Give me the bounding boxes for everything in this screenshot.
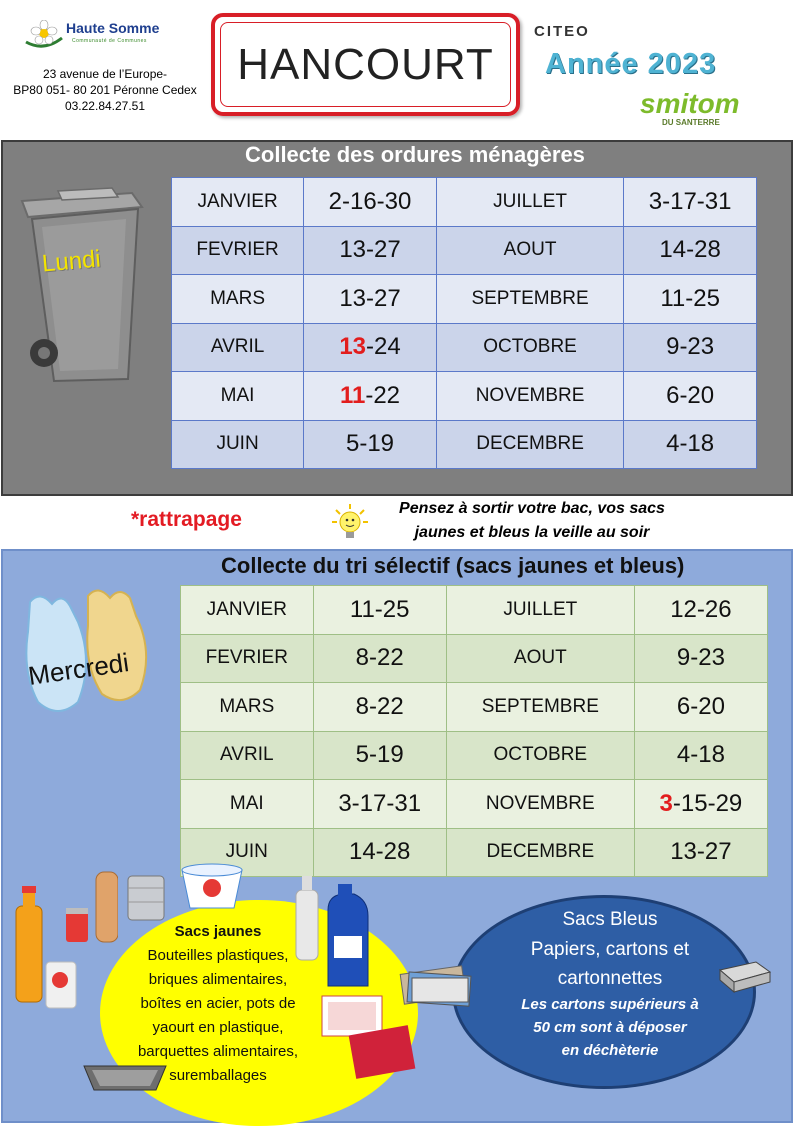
wheelie-bin-icon [14,183,154,383]
dates-cell [304,323,437,372]
dates-cell: 4-18 [634,731,767,780]
reminder-note [372,497,692,545]
yellow-bags-title: Sacs jaunes [174,923,262,940]
year-title: Année 2023 [545,48,717,80]
yellow-bags-line: yaourt en plastique, [152,1019,284,1036]
address-block [0,66,210,114]
month-cell: JANVIER [172,178,304,227]
table-row [181,731,768,780]
blue-bags-line: cartonnettes [557,968,663,989]
month-cell: AOUT [446,634,634,683]
smitom-logo [640,88,752,128]
smitom-word: smitom [640,88,740,119]
lightbulb-icon [330,502,370,542]
address-line: 23 avenue de l’Europe- [42,67,168,81]
dates-cell: 14-28 [313,828,446,877]
blue-bags-info [480,905,740,1062]
table-row [172,323,757,372]
dates-cell: 5-19 [313,731,446,780]
haute-somme-logo [20,16,200,56]
dates-rest: -24 [366,333,401,361]
blue-bags-line: Papiers, cartons et [530,939,690,960]
yellow-bags-line: Bouteilles plastiques, [147,947,289,964]
detergent-bottles-illustration [292,870,372,990]
month-cell: JUILLET [436,178,623,227]
catch-up-date: 11 [339,381,366,409]
collection-day-wednesday: Mercredi [26,647,131,691]
table-row [172,226,757,275]
month-cell: NOVEMBRE [446,780,634,829]
month-cell: JUILLET [446,586,634,635]
yellow-bags-line: boîtes en acier, pots de [140,995,296,1012]
month-cell: MAI [172,372,304,421]
month-cell: MARS [172,275,304,324]
dates-cell: 12-26 [634,586,767,635]
table-row [181,828,768,877]
catch-up-legend: *rattrapage [131,508,242,531]
catch-up-date: 13 [339,333,367,361]
tray-illustration [80,1058,170,1094]
month-cell: AVRIL [181,731,314,780]
month-cell: AVRIL [172,323,304,372]
logo-subtitle: Communauté de Communes [72,38,147,44]
town-name: HANCOURT [220,22,511,107]
table-row [172,178,757,227]
collection-day-monday: Lundi [40,245,102,278]
blue-bags-title: Sacs Bleus [562,909,658,930]
dates-cell: 13-27 [304,275,437,324]
dates-cell: 3-17-31 [313,780,446,829]
yellow-bags-line: barquettes alimentaires, [137,1043,299,1060]
month-cell: SEPTEMBRE [436,275,623,324]
reminder-line: jaunes et bleus la veille au soir [414,524,650,541]
blue-bags-note: 50 cm sont à déposer [533,1019,687,1036]
month-cell: OCTOBRE [436,323,623,372]
dates-cell: 2-16-30 [304,178,437,227]
dates-cell: 6-20 [624,372,757,421]
dates-cell: 5-19 [304,420,437,469]
month-cell: OCTOBRE [446,731,634,780]
dates-cell: 13-27 [634,828,767,877]
month-cell: DECEMBRE [436,420,623,469]
month-cell: JUIN [172,420,304,469]
cans-illustration [120,858,250,928]
blue-bags-note: Les cartons supérieurs à [521,996,699,1013]
table-row [172,275,757,324]
table-row [181,586,768,635]
household-waste-title: Collecte des ordures ménagères [245,142,585,167]
month-cell: SEPTEMBRE [446,683,634,732]
logo-title: Haute Somme [66,20,160,36]
reminder-line: Pensez à sortir votre bac, vos sacs [399,500,665,517]
dates-cell: 11-25 [624,275,757,324]
yellow-bags-line: briques alimentaires, [148,971,288,988]
household-waste-schedule-table [171,177,757,469]
dates-cell: 13-27 [304,226,437,275]
dates-cell: 9-23 [634,634,767,683]
citeo-logo: CITEO [534,23,590,40]
table-row [181,683,768,732]
phone-line: 03.22.84.27.51 [64,99,146,113]
flower-icon [24,20,64,54]
smitom-subtitle: DU SANTERRE [662,118,720,127]
table-row [181,780,768,829]
dates-cell: 6-20 [634,683,767,732]
month-cell: FEVRIER [172,226,304,275]
dates-cell: 14-28 [624,226,757,275]
dates-cell: 8-22 [313,634,446,683]
table-row [172,372,757,421]
yellow-bags-line: suremballages [169,1067,267,1084]
dates-cell [634,780,767,829]
dates-rest: -15-29 [672,789,743,817]
month-cell: JUIN [181,828,314,877]
selective-sorting-title: Collecte du tri sélectif (sacs jaunes et bleus) [221,553,685,578]
dates-cell: 8-22 [313,683,446,732]
dates-cell: 11-25 [313,586,446,635]
month-cell: DECEMBRE [446,828,634,877]
catch-up-date: 3 [659,789,673,817]
dates-cell: 3-17-31 [624,178,757,227]
month-cell: NOVEMBRE [436,372,623,421]
month-cell: AOUT [436,226,623,275]
address-line: BP80 051- 80 201 Péronne Cedex [13,83,197,97]
month-cell: JANVIER [181,586,314,635]
selective-sorting-schedule-table [180,585,768,877]
table-row [181,634,768,683]
month-cell: MARS [181,683,314,732]
dates-cell: 4-18 [624,420,757,469]
table-row [172,420,757,469]
town-name-box [211,13,520,116]
month-cell: FEVRIER [181,634,314,683]
dates-cell: 9-23 [624,323,757,372]
bottles-illustration [8,862,118,1012]
blue-bags-note: en déchèterie [561,1042,659,1059]
dates-rest: -22 [365,381,401,409]
magazines-illustration [398,960,478,1008]
dates-cell [304,372,437,421]
month-cell: MAI [181,780,314,829]
